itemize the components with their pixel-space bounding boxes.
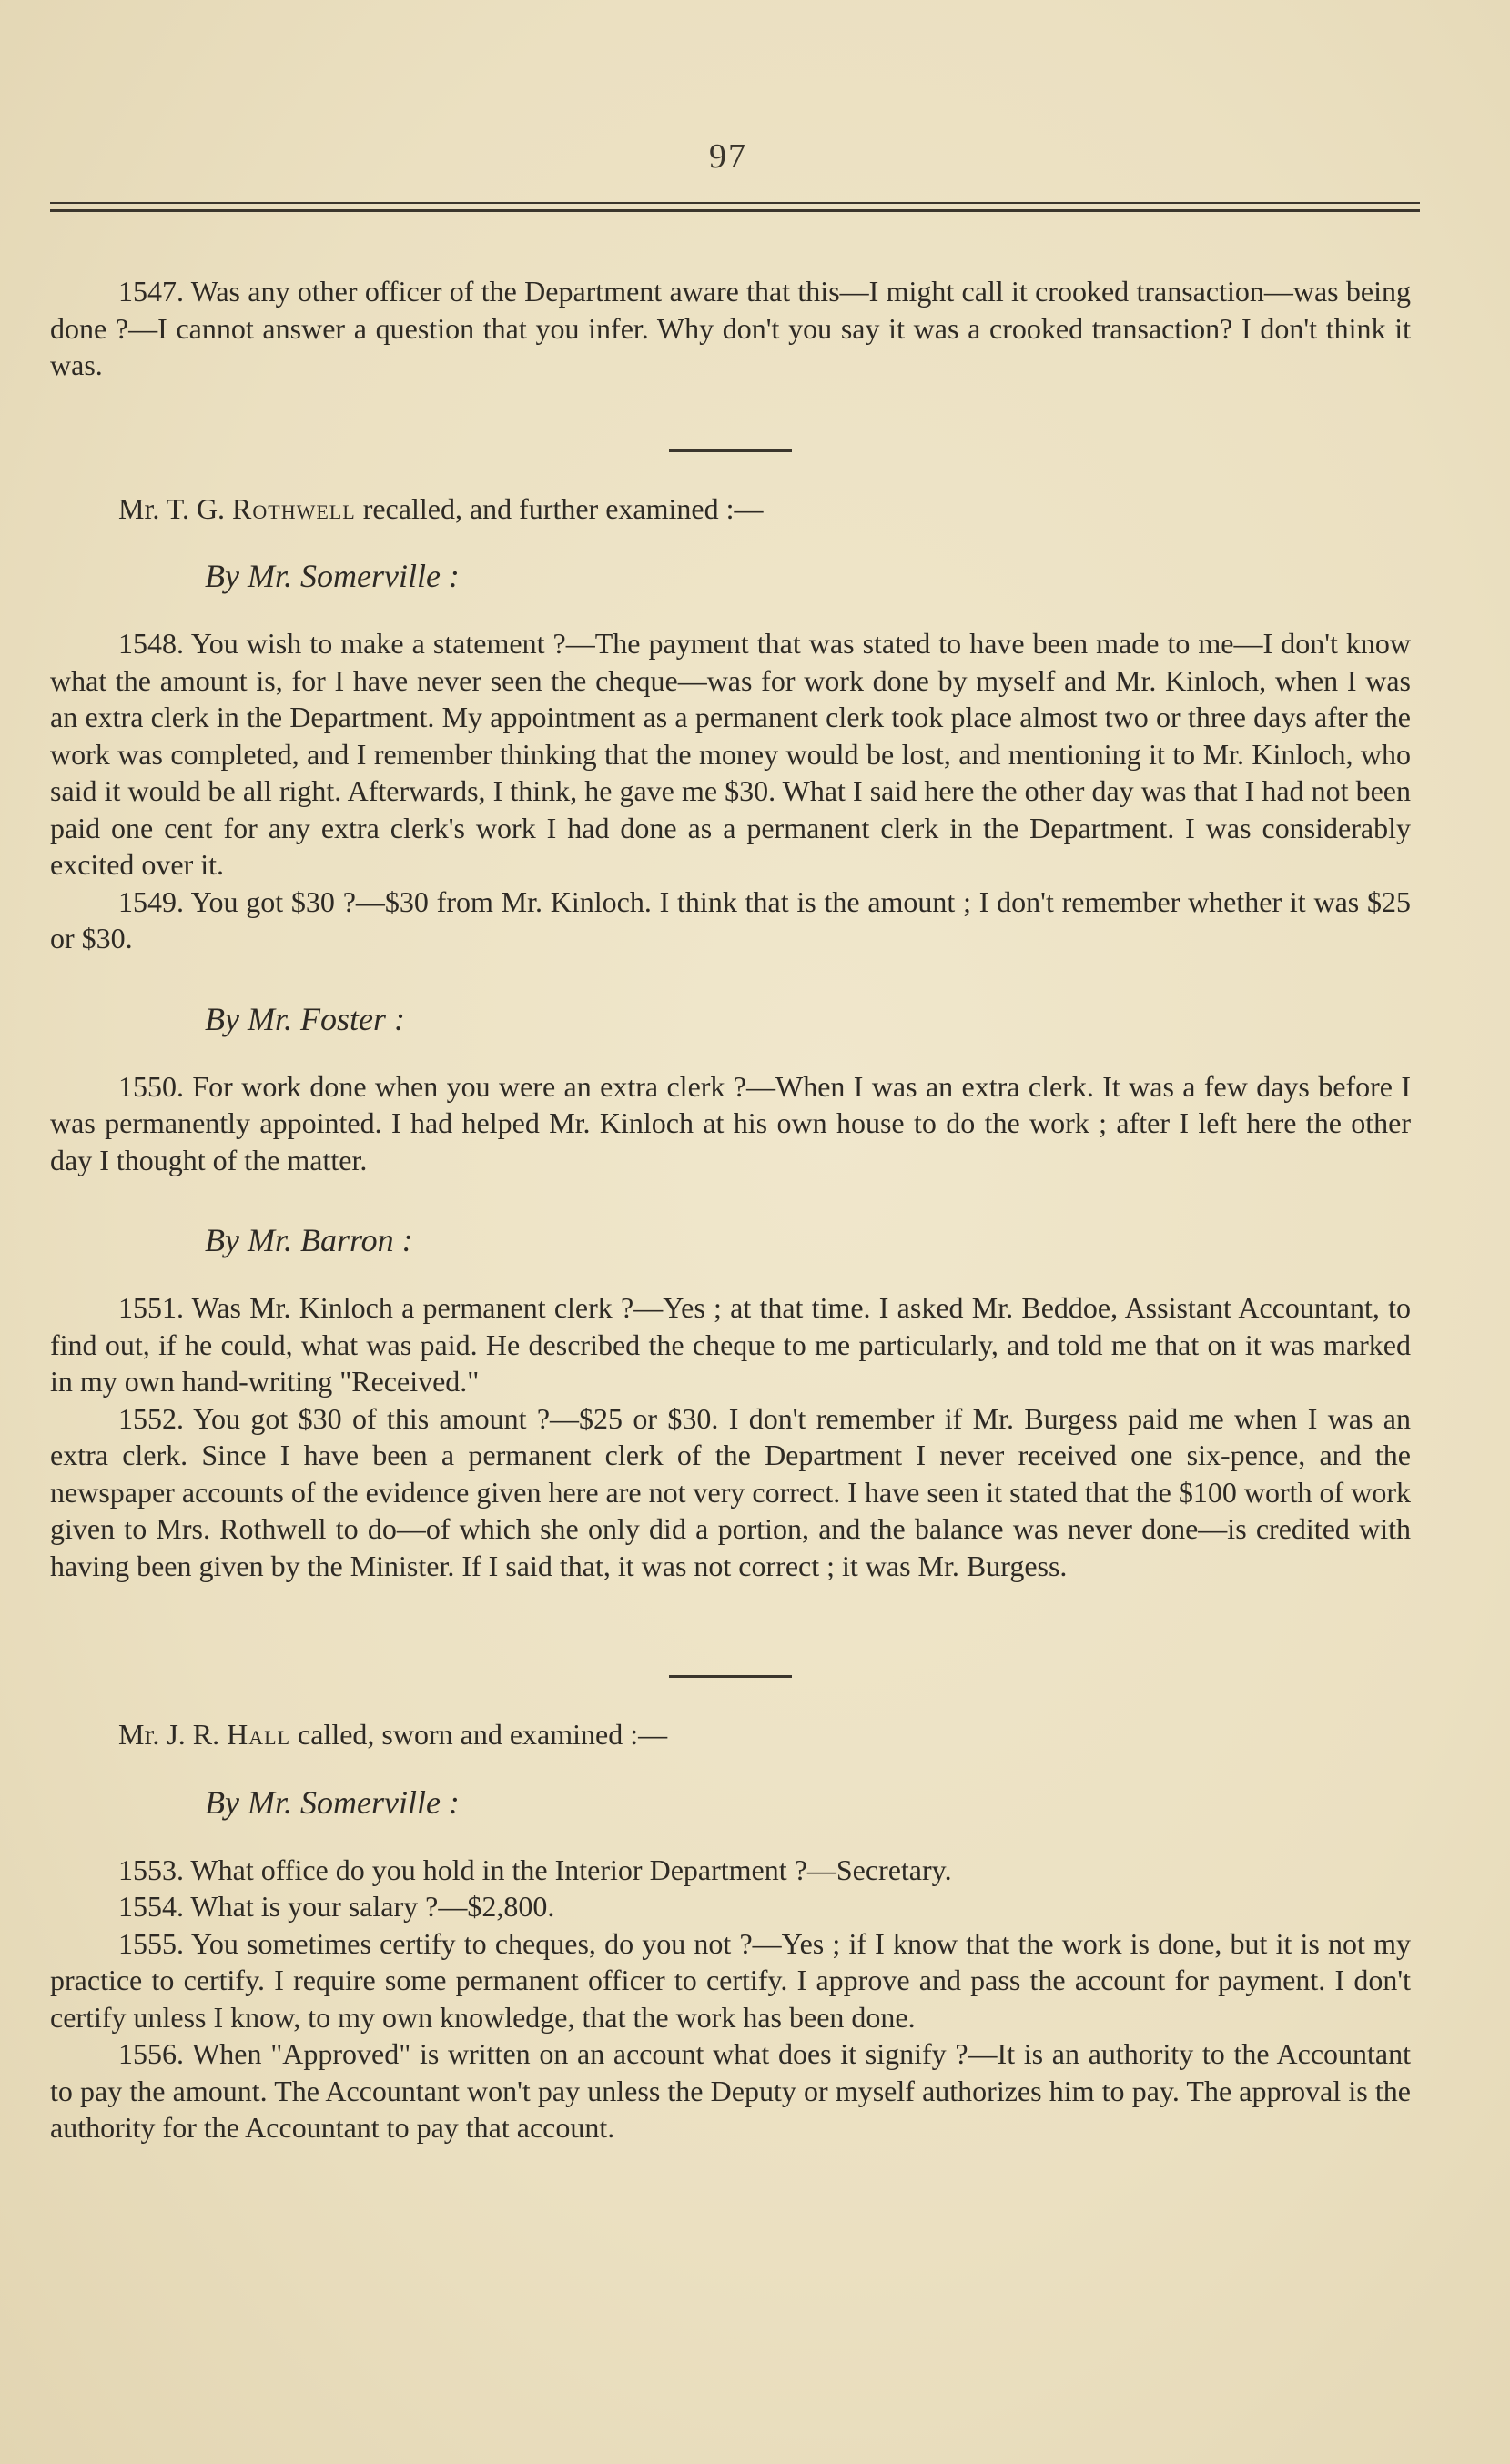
question-1555: 1555. You sometimes certify to cheques, do you not ?—Yes ; if I know that the work is done, but it is not my practice to certify. I require some permanent officer to certify. I approve and pass the account for payment. I don't certify unless I know, to my own knowledge, that the work has been done. [50, 1926, 1411, 2034]
question-1551: 1551. Was Mr. Kinloch a permanent clerk ?—Yes ; at that time. I asked Mr. Beddoe, Assistant Accountant, to find out, if he could, what was paid. He described the cheque to me particularly, and told me that on it was marked in my own hand-writing "Received." [50, 1291, 1411, 1398]
question-1552: 1552. You got $30 of this amount ?—$25 or $30. I don't remember if Mr. Burgess paid me when I was an extra clerk. Since I have been a permanent clerk of the Department I never received one six-pence, and the newspaper accounts of the evidence given here are not very correct. I have seen it stated that the $100 worth of work given to Mrs. Rothwell to do—of which she only did a portion, and the balance was never done—is credited with having been given by the Minister. If I said that, it was not correct ; it was Mr. Burgess. [50, 1401, 1411, 1582]
question-1548: 1548. You wish to make a statement ?—The payment that was stated to have been made to me—I don't know what the amount is, for I have never seen the cheque—was for work done by myself and Mr. Kinloch, when I was an extra clerk in the Department. My appointment as a permanent clerk took place almost two or three days after the work was completed, and I remember thinking that the money would be lost, and mentioning it to Mr. Kinloch, who said it would be all right. Afterwards, I think, he gave me $30. What I said here the other day was that I had not been paid one cent for any extra clerk's work I had done as a permanent clerk in the Department. I was considerably excited over it. [50, 627, 1411, 881]
header-double-rule [50, 202, 1420, 220]
page-number: 97 [709, 137, 747, 176]
examiner-heading: By Mr. Barron : [205, 1222, 413, 1258]
examiner-heading: By Mr. Somerville : [205, 1783, 460, 1821]
question-1549: 1549. You got $30 ?—$30 from Mr. Kinloch. I think that is the amount ; I don't remember whether it was $25 or $30. [50, 884, 1411, 954]
question-1556: 1556. When "Approved" is written on an account what does it signify ?—It is an authority to the Accountant to pay the amount. The Accountant won't pay unless the Deputy or myself authorizes him to pay. The approval is the authority for the Accountant to pay that account. [50, 2037, 1411, 2144]
question-1554: 1554. What is your salary ?—$2,800. [118, 1890, 555, 1923]
witness-name: Hall [227, 1718, 291, 1751]
witness-heading-hall [50, 1716, 1411, 1753]
witness-prefix: Mr. J. R. [118, 1718, 220, 1751]
witness-suffix: called, sworn and examined :— [298, 1718, 668, 1751]
witness-prefix: Mr. T. G. [118, 491, 226, 525]
witness-name: Rothwell [232, 491, 356, 525]
question-1553: 1553. What office do you hold in the Interior Department ?—Secretary. [118, 1853, 952, 1886]
witness-heading-rothwell [50, 490, 1411, 528]
examiner-heading: By Mr. Foster : [205, 1000, 405, 1037]
question-1550: 1550. For work done when you were an extra clerk ?—When I was an extra clerk. It was a few days before I was permanently appointed. I had helped Mr. Kinloch at his own house to do the work ; after I left here the other day I thought of the matter. [50, 1069, 1411, 1176]
question-1547: 1547. Was any other officer of the Department aware that this—I might call it crooked transaction—was being done ?—I cannot answer a question that you infer. Why don't you say it was a crooked transaction? I don't think it was. [50, 275, 1411, 381]
examiner-heading: By Mr. Somerville : [205, 558, 460, 594]
witness-suffix: recalled, and further examined :— [362, 491, 764, 525]
document-body [50, 273, 1411, 2146]
